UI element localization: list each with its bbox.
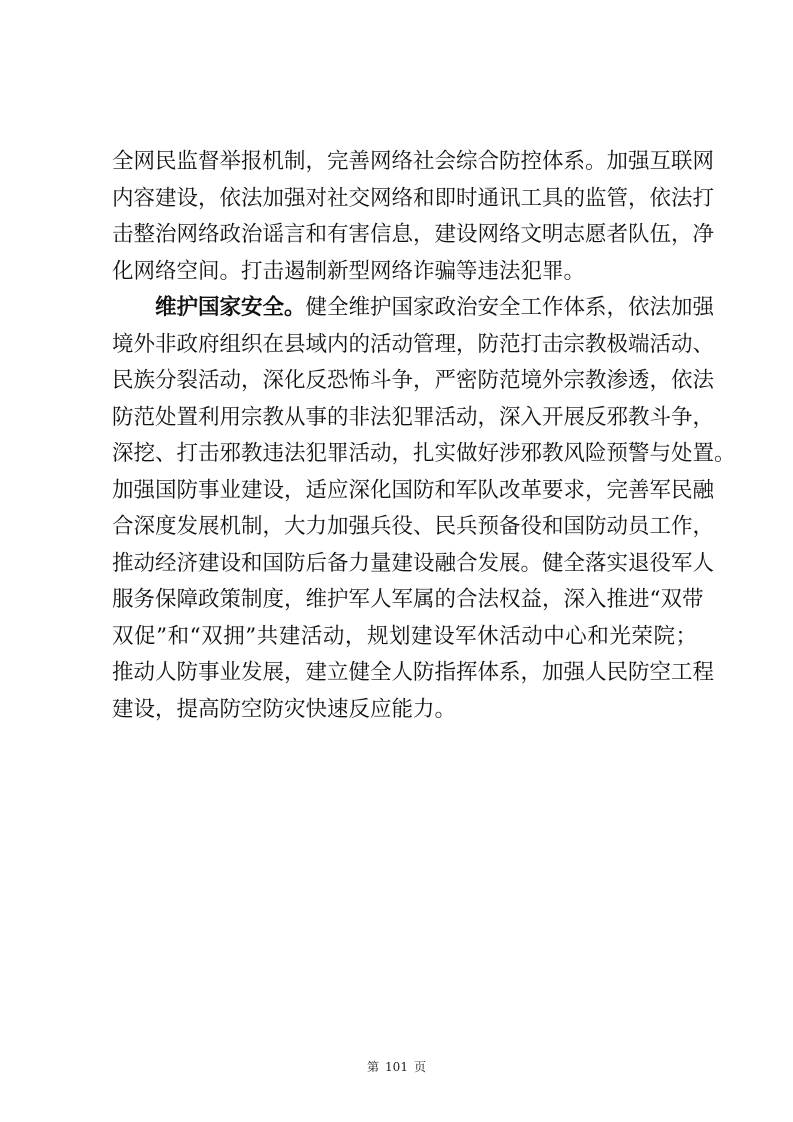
text-line: 推动经济建设和国防后备力量建设融合发展。健全落实退役军人 bbox=[112, 550, 715, 576]
paragraph-2 bbox=[112, 290, 736, 728]
section-heading: 维护国家安全。 bbox=[155, 295, 306, 320]
page-number-suffix: 页 bbox=[413, 1060, 426, 1074]
page-number-prefix: 第 bbox=[367, 1060, 380, 1074]
paragraph-1 bbox=[112, 144, 715, 290]
page-number: 101 bbox=[385, 1060, 408, 1074]
body-text bbox=[112, 144, 736, 728]
text-line: 境外非政府组织在县域内的活动管理，防范打击宗教极端活动、 bbox=[112, 331, 715, 357]
text-line: 化网络空间。打击遏制新型网络诈骗等违法犯罪。 bbox=[112, 258, 586, 284]
text-line: 全网民监督举报机制，完善网络社会综合防控体系。加强互联网 bbox=[112, 149, 715, 174]
text-line: 内容建设，依法加强对社交网络和即时通讯工具的监管，依法打 bbox=[112, 185, 715, 211]
heading-line-rest: 健全维护国家政治安全工作体系，依法加强 bbox=[305, 295, 715, 320]
text-line: 击整治网络政治谣言和有害信息，建设网络文明志愿者队伍，净 bbox=[112, 222, 715, 247]
text-line: 民族分裂活动，深化反恐怖斗争，严密防范境外宗教渗透，依法 bbox=[112, 368, 715, 393]
text-line: 深挖、打击邪教违法犯罪活动，扎实做好涉邪教风险预警与处置。 bbox=[112, 441, 736, 466]
text-line bbox=[112, 290, 715, 327]
text-line: 服务保障政策制度，维护军人军属的合法权益，深入推进“双带 bbox=[112, 587, 704, 612]
text-line: 合深度发展机制，大力加强兵役、民兵预备役和国防动员工作， bbox=[112, 514, 715, 539]
page-footer bbox=[0, 1058, 793, 1075]
text-line: 双促”和“双拥”共建活动，规划建设军休活动中心和光荣院； bbox=[112, 623, 697, 649]
text-line: 建设，提高防空防灾快速反应能力。 bbox=[112, 696, 457, 722]
text-line: 防范处置利用宗教从事的非法犯罪活动，深入开展反邪教斗争， bbox=[112, 404, 715, 430]
text-line: 加强国防事业建设，适应深化国防和军队改革要求，完善军民融 bbox=[112, 477, 715, 503]
text-line: 推动人防事业发展，建立健全人防指挥体系，加强人民防空工程 bbox=[112, 660, 715, 685]
